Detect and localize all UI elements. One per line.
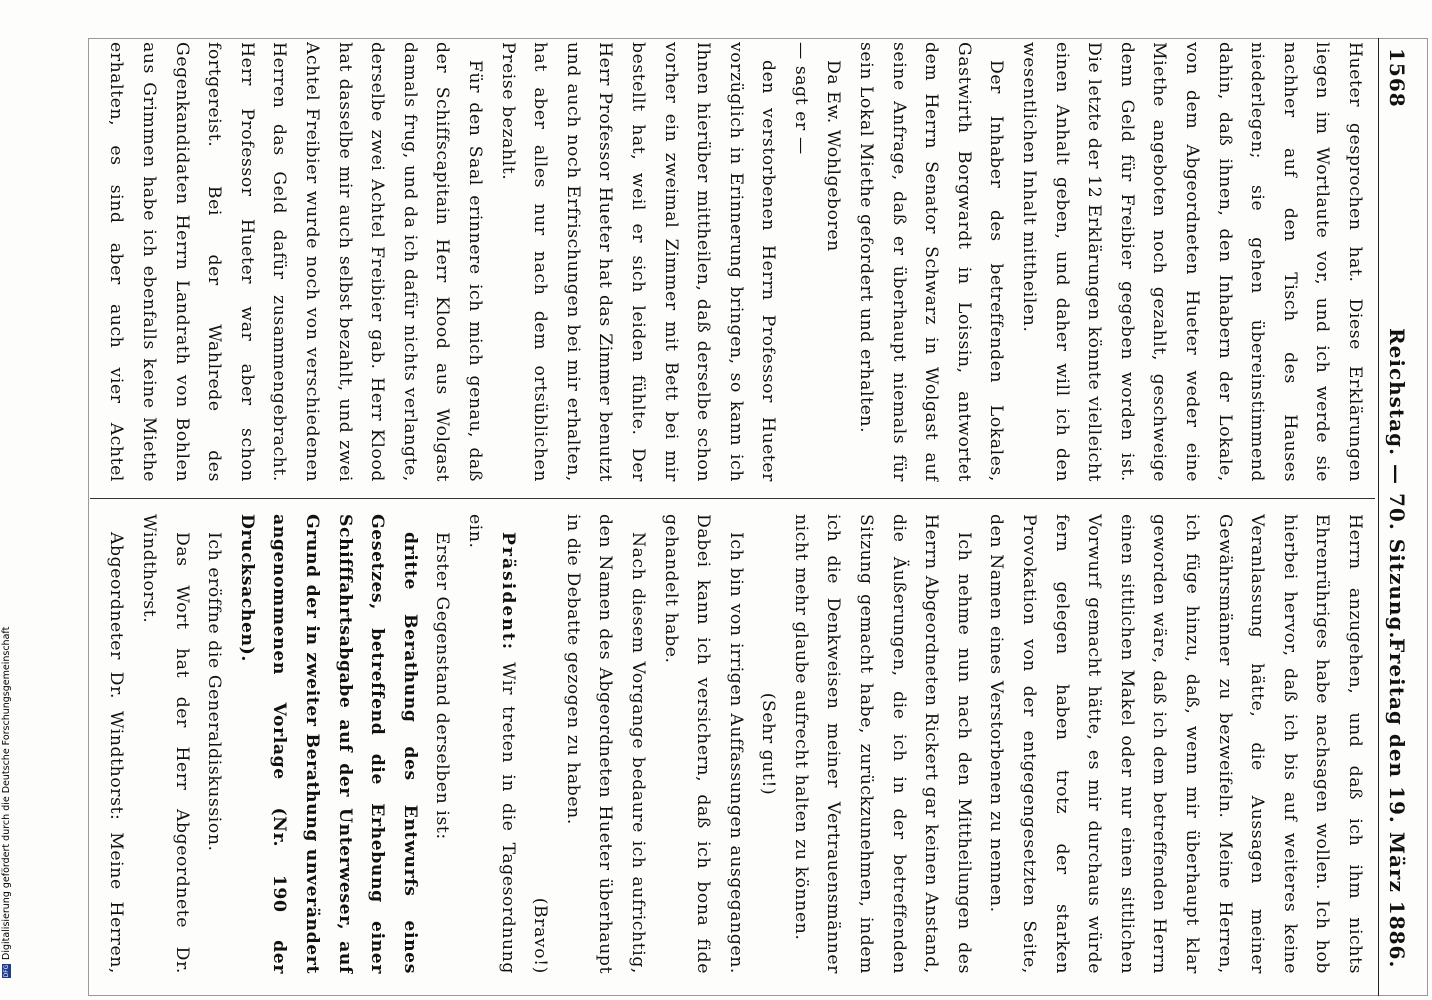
paragraph: Das Wort hat der Herr Abgeordnete Dr. Windthorst. [139, 514, 192, 974]
digitization-footer [0, 0, 14, 1000]
paragraph: Ich nehme nun nach den Mittheilungen des Herrn Abgeordneten Rickert gar keinen Anstand, die Äußerungen, die ich in der betreffenden Sitzung gemacht habe, zurückzunehmen, indem ich die Denkweisen meiner Vertrauensmänner nicht mehr glaube aufrecht halten zu können. [790, 514, 974, 974]
paragraph: Für den Saal erinnere ich mich genau, daß der Schiffscapitain Herr Klood aus Wolgast damals frug, und da ich dafür nichts verlangte, derselbe zwei Achtel Freibier gab. Herr Klood hat dasselbe mir auch selbst bezahlt, und zwei Achtel Freibier wurde noch von verschiedenen Herren das Geld dafür zusammengebracht. Herr Professor Hueter war aber schon fortgereist. Bei der Wahlrede des Gegenkandidaten Herrn Landrath von Bohlen aus Grimmen habe ich ebenfalls keine Miethe erhalten, es sind aber auch vier Achtel [106, 42, 485, 482]
paragraph: Abgeordneter Dr. Windthorst: Meine Herren, [106, 532, 127, 974]
paragraph: Präsident: Wir treten in die Tagesordnung ein. [464, 514, 518, 974]
speaker-label: Präsident: [497, 532, 518, 652]
session-title: Reichstag. — 70. Sitzung. [1385, 328, 1409, 640]
document-page [88, 38, 1423, 996]
paragraph: Herrn anzugehen, und daß ich ihm nichts Ehrenrühriges habe nachsagen wollen. Ich hob hierbei hervor, daß ich bis auf weiteres keine Veranlassung hätte, die Aussagen meiner Gewährsmänner zu bezweifeln. Meine Herren, ich füge hinzu, daß, wenn mir überhaupt klar geworden wäre, daß ich dem betreffenden Herrn einen sittlichen Makel oder nur einen sittlichen Vorwurf gemacht hätte, es mir durchaus würde fern gelegen haben trotz der starken Provokation von der entgegengesetzten Seite, den Namen eines Verstorbenen zu nennen. [986, 514, 1365, 974]
paragraph: (Bravo!) [530, 897, 551, 974]
paragraph: Der Inhaber des betreffenden Lokales, Gastwirth Borgwardt in Loissin, antwortet dem Herrn Senator Schwarz in Wolgast auf seine Anfrage, daß er überhaupt niemals für sein Lokal Miethe gefordert und erhalten. [856, 42, 1007, 482]
right-column [101, 514, 1371, 974]
paragraph: Ich eröffne die Generaldiskussion. [204, 532, 225, 852]
session-date: Freitag den 19. März 1886. [1385, 638, 1409, 969]
footer-text-line [0, 0, 14, 990]
page-header [1378, 38, 1419, 996]
paragraph: dritte Berathung des Entwurfs eines Gesetzes, betreffend die Erhebung einer Schifffahrtsabgabe auf der Unterweser, auf Grund der in zweiter Berathung unverändert angenommenen Vorlage (Nr. 190 der Drucksachen). [236, 514, 420, 974]
paragraph: Nach diesem Vorgange bedaure ich aufrichtig, den Namen des Abgeordneten Hueter überhaupt in die Debatte gezogen zu haben. [562, 514, 648, 974]
column-divider [90, 498, 1375, 499]
paragraph: den verstorbenen Herrn Professor Hueter vorzüglich in Erinnerung bringen, so kann ich Ihnen hierüber mittheilen, daß derselbe schon vorher ein zweimal Zimmer mit Bett bei mir bestellt hat, weil er sich leiden fühlte. Der Herr Professor Hueter hat das Zimmer benutzt und auch noch Erfrischungen bei mir erhalten, hat aber alles nur nach dem ortsüblichen Preise bezahlt. [497, 42, 779, 482]
paragraph: Da Ew. Wohlgeboren [823, 60, 844, 252]
paragraph: — sagt er — [790, 42, 811, 155]
dfg-logo-icon: DFG [3, 964, 10, 978]
paragraph: Erster Gegenstand derselben ist: [432, 532, 453, 840]
page-number: 1568 [1385, 48, 1409, 108]
paragraph: Hueter gesprochen hat. Diese Erklärungen liegen im Wortlaute vor, und ich werde sie nachher auf den Tisch des Hauses niederlegen; sie gehen übereinstimmend dahin, daß ihnen, den Inhabern der Lokale, von dem Abgeordneten Hueter weder eine Miethe angeboten noch gezahlt, geschweige denn Geld für Freibier gegeben worden ist. Die letzte der 12 Erklärungen könnte vielleicht einen Anhalt geben, und daher will ich den wesentlichen Inhalt mittheilen. [1019, 42, 1365, 482]
left-column [101, 42, 1371, 482]
paragraph: Ich bin von irrigen Auffassungen ausgegangen. Dabei kann ich versichern, daß ich bona fide gehandelt habe. [660, 514, 746, 974]
paragraph: (Sehr gut!) [758, 692, 779, 796]
rotated-page-content [88, 38, 1423, 996]
footer-credit: Digitalisierung gefördert durch die Deutsche Forschungsgemeinschaft [1, 626, 12, 960]
